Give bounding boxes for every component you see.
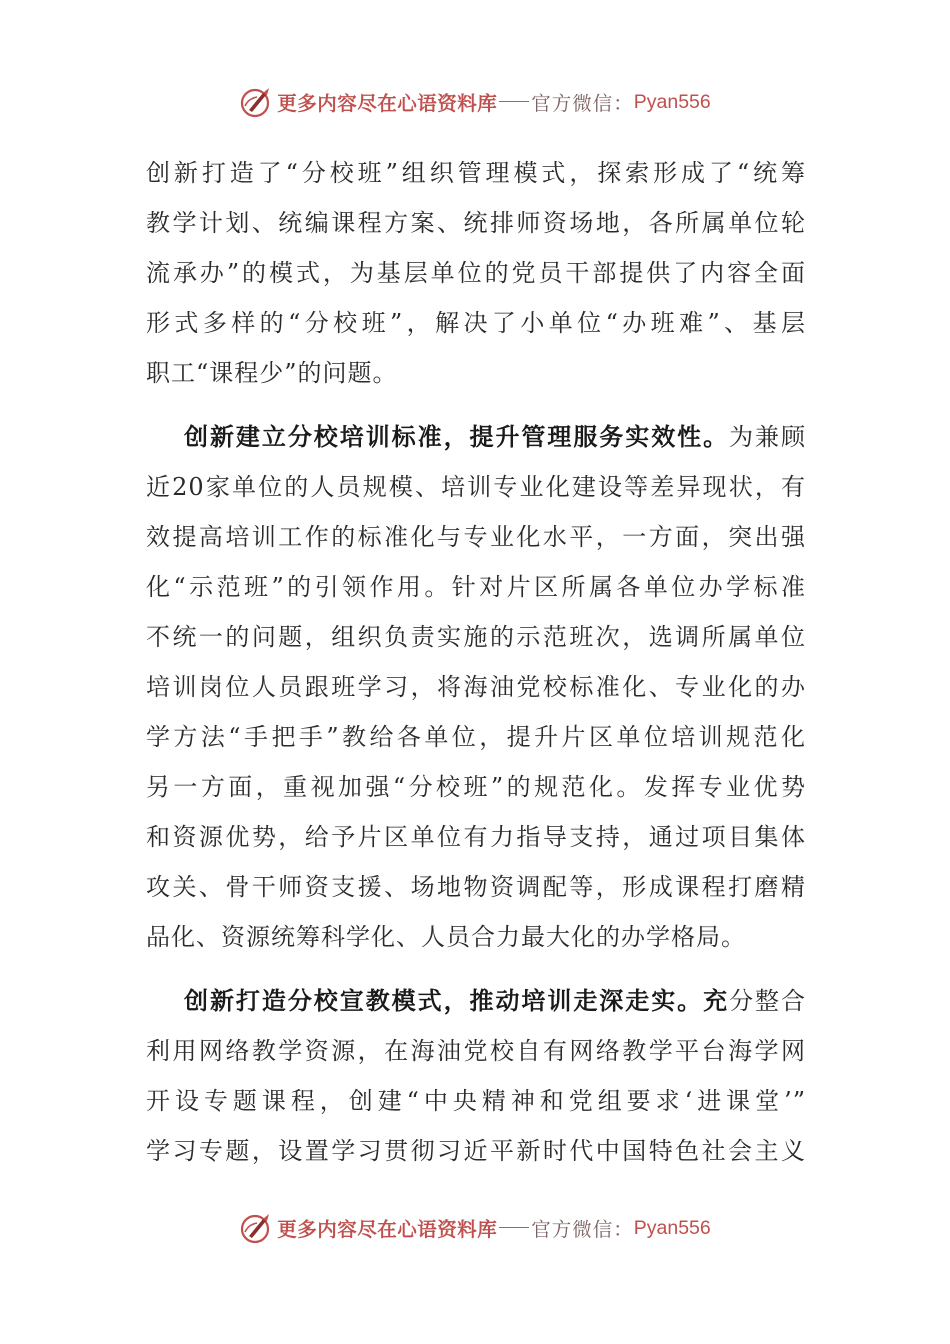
text-line: 品化、资源统筹科学化、人员合力最大化的办学格局。: [146, 923, 746, 951]
text-line: 效提高培训工作的标准化与专业化水平，一方面，突出强: [146, 523, 806, 551]
header-watermark-banner: [0, 82, 950, 122]
banner-divider: [499, 101, 529, 102]
text-line: 攻关、骨干师资支援、场地物资调配等，形成课程打磨精: [146, 873, 806, 901]
text-line: 不统一的问题，组织负责实施的示范班次，选调所属单位: [146, 623, 806, 651]
paragraph-heading: 创新打造分校宣教模式，推动培训走深走实。充: [184, 986, 730, 1015]
heading-continuation: 为兼顾: [729, 423, 807, 451]
quill-pen-logo-icon: [239, 1211, 273, 1245]
text-line: 利用网络教学资源，在海油党校自有网络教学平台海学网: [146, 1037, 806, 1065]
text-line: 职工“课程少”的问题。: [146, 359, 398, 387]
heading-continuation: 分整合: [729, 987, 807, 1015]
text-line: 近20家单位的人员规模、培训专业化建设等差异现状，有: [146, 473, 806, 501]
wechat-id: Pyan556: [633, 90, 711, 113]
text-line: 培训岗位人员跟班学习，将海油党校标准化、专业化的办: [146, 673, 806, 701]
banner-divider: [499, 1227, 529, 1228]
text-line: 学习专题，设置学习贯彻习近平新时代中国特色社会主义: [146, 1137, 806, 1165]
text-line: 和资源优势，给予片区单位有力指导支持，通过项目集体: [146, 823, 806, 851]
text-line-heading: [146, 412, 806, 462]
text-line: 开设专题课程，创建“中央精神和党组要求‘进课堂’”: [146, 1087, 806, 1115]
footer-watermark-banner: [0, 1208, 950, 1248]
text-line-heading: [146, 976, 806, 1026]
banner-title: 更多内容尽在心语资料库: [277, 92, 498, 115]
paragraph-gap: [146, 962, 806, 976]
text-line: 创新打造了“分校班”组织管理模式，探索形成了“统筹: [146, 159, 806, 187]
paragraph-gap: [146, 398, 806, 412]
paragraph-heading: 创新建立分校培训标准，提升管理服务实效性。: [184, 422, 730, 451]
quill-pen-logo-icon: [239, 85, 273, 119]
wechat-id: Pyan556: [633, 1216, 711, 1239]
banner-title: 更多内容尽在心语资料库: [277, 1218, 498, 1241]
text-line: 形式多样的“分校班”，解决了小单位“办班难”、基层: [146, 309, 806, 337]
paragraph-3: [146, 976, 806, 1176]
paragraph-2: [146, 412, 806, 962]
wechat-label: 官方微信：: [531, 1218, 634, 1241]
document-body: [146, 148, 806, 1176]
text-line: 教学计划、统编课程方案、统排师资场地，各所属单位轮: [146, 209, 806, 237]
wechat-label: 官方微信：: [531, 92, 634, 115]
text-line: 化“示范班”的引领作用。针对片区所属各单位办学标准: [146, 573, 806, 601]
text-line: 另一方面，重视加强“分校班”的规范化。发挥专业优势: [146, 773, 806, 801]
paragraph-1: [146, 148, 806, 398]
text-line: 学方法“手把手”教给各单位，提升片区单位培训规范化: [146, 723, 806, 751]
text-line: 流承办”的模式，为基层单位的党员干部提供了内容全面: [146, 259, 806, 287]
